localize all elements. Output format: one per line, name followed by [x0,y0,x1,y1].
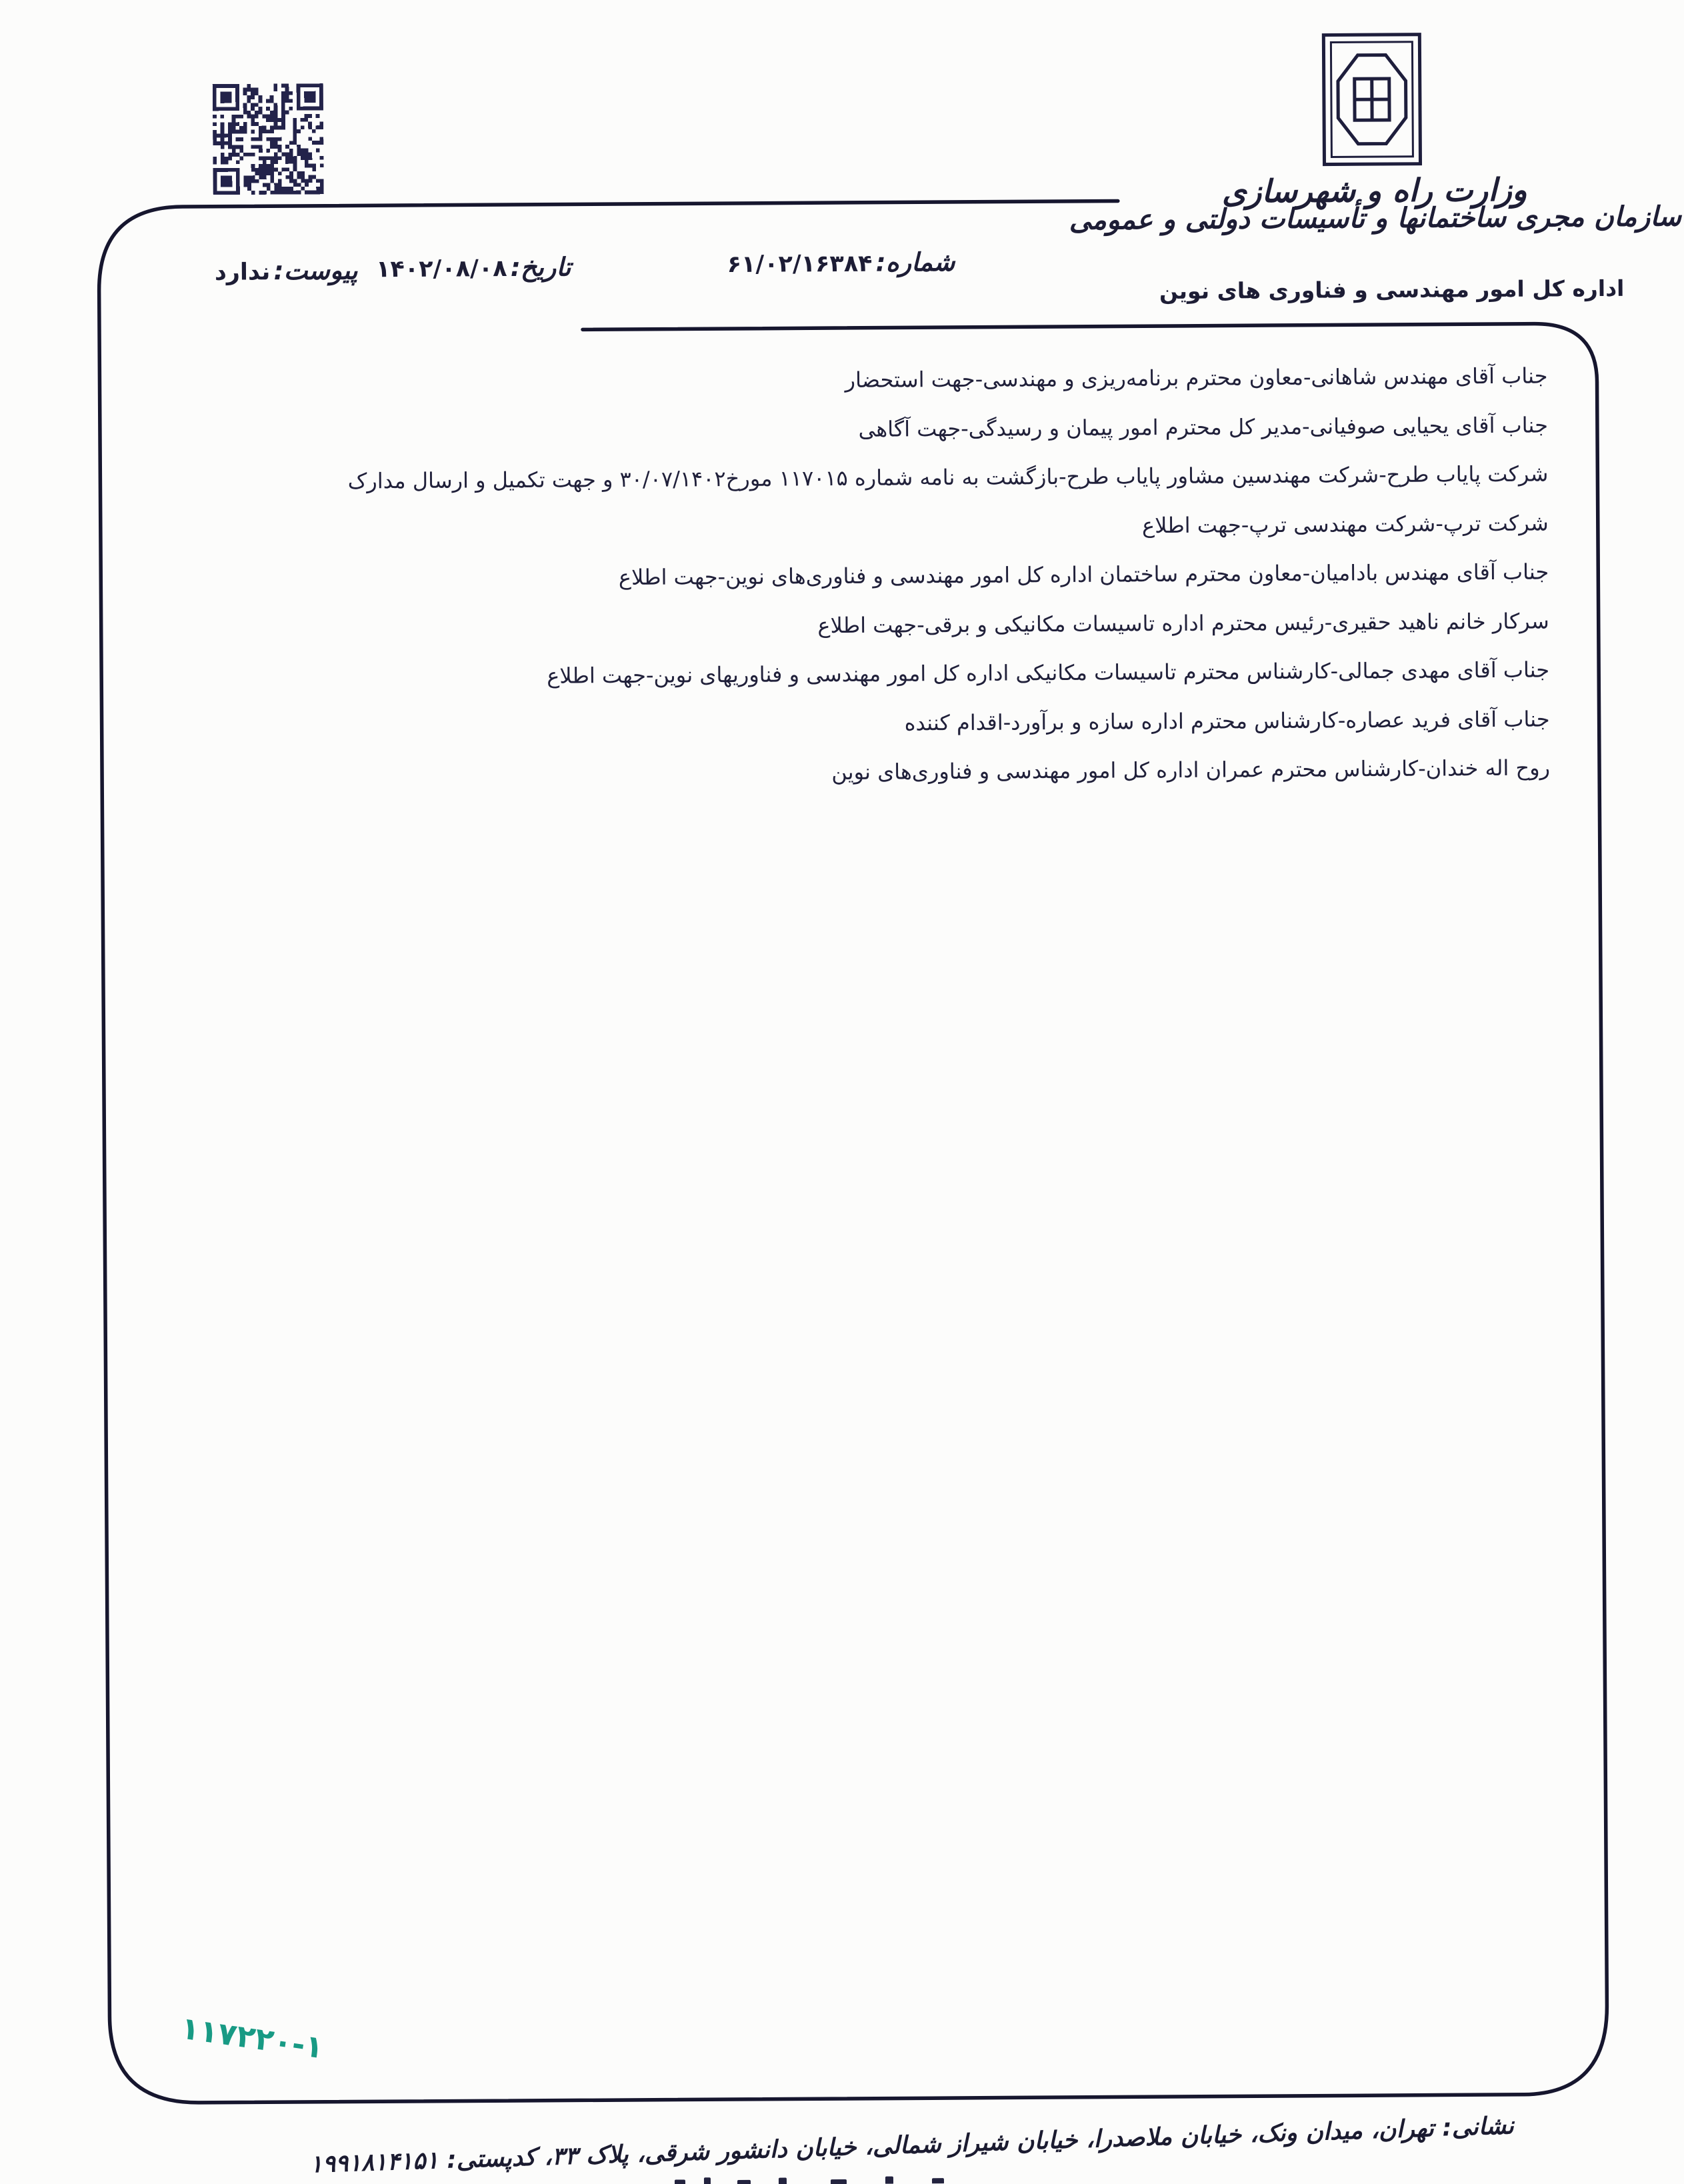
recipient-line: جناب آقای مهندس شاهانی-معاون محترم برنامه‌ریزی و مهندسی-جهت استحضار [845,363,1548,393]
handwritten-archive-number: ۱۱۷۲۲۰-۱ [178,2009,327,2066]
recipients-list [155,352,1550,801]
letter-date-label: تاریخ: [510,252,571,283]
recipient-line: سرکار خانم ناهید حقیری-رئیس محترم اداره تاسیسات مکانیکی و برقی-جهت اطلاع [817,608,1549,638]
recipient-line: شرکت پایاب طرح-شرکت مهندسین مشاور پایاب طرح-بازگشت به نامه شماره ۱۱۷۰۱۵ مورخ۳۰/۰۷/۱۴۰۲ و جهت تکمیل و ارسال مدارک [347,461,1549,494]
ministry-name: وزارت راه و شهرسازی [1221,171,1527,211]
letter-date-value: ۱۴۰۲/۰۸/۰۸ [375,255,507,283]
recipient-line: جناب آقای مهدی جمالی-کارشناس محترم تاسیسات مکانیکی اداره کل امور مهندسی و فناوریهای نوین-جهت اطلاع [547,657,1550,689]
recipient-line: جناب آقای فرید عصاره-کارشناس محترم اداره سازه و برآورد-اقدام کننده [904,706,1550,735]
letter-number-value: ۶۱/۰۲/۱۶۳۸۴ [727,250,873,279]
organization-name: سازمان مجری ساختمانها و تأسیسات دولتی و عمومی [1069,200,1682,236]
department-name: اداره کل امور مهندسی و فناوری های نوین [1159,275,1625,305]
letter-number-label: شماره: [875,247,955,277]
recipient-line: جناب آقای مهندس بادامیان-معاون محترم ساختمان اداره کل امور مهندسی و فناوری‌های نوین-جهت اطلاع [618,559,1549,591]
footer-address: نشانی: تهران، میدان ونک، خیابان ملاصدرا، خیابان شیراز شمالی، خیابان دانشور شرقی، پلاک ۳۳، کدپستی: ۱۹۹۱۸۱۴۱۵۱ [309,2112,1515,2179]
attachment-value: ندارد [214,259,271,286]
attachment-label: پیوست: [273,255,358,286]
recipient-line: روح اله خندان-کارشناس محترم عمران اداره کل امور مهندسی و فناوری‌های نوین [831,755,1551,785]
recipient-line: شرکت ترپ-شرکت مهندسی ترپ-جهت اطلاع [1141,510,1549,538]
recipient-line: جناب آقای یحیایی صوفیانی-مدیر کل محترم امور پیمان و رسیدگی-جهت آگاهی [858,412,1549,442]
cut-off-footer-fragment [673,2175,960,2184]
